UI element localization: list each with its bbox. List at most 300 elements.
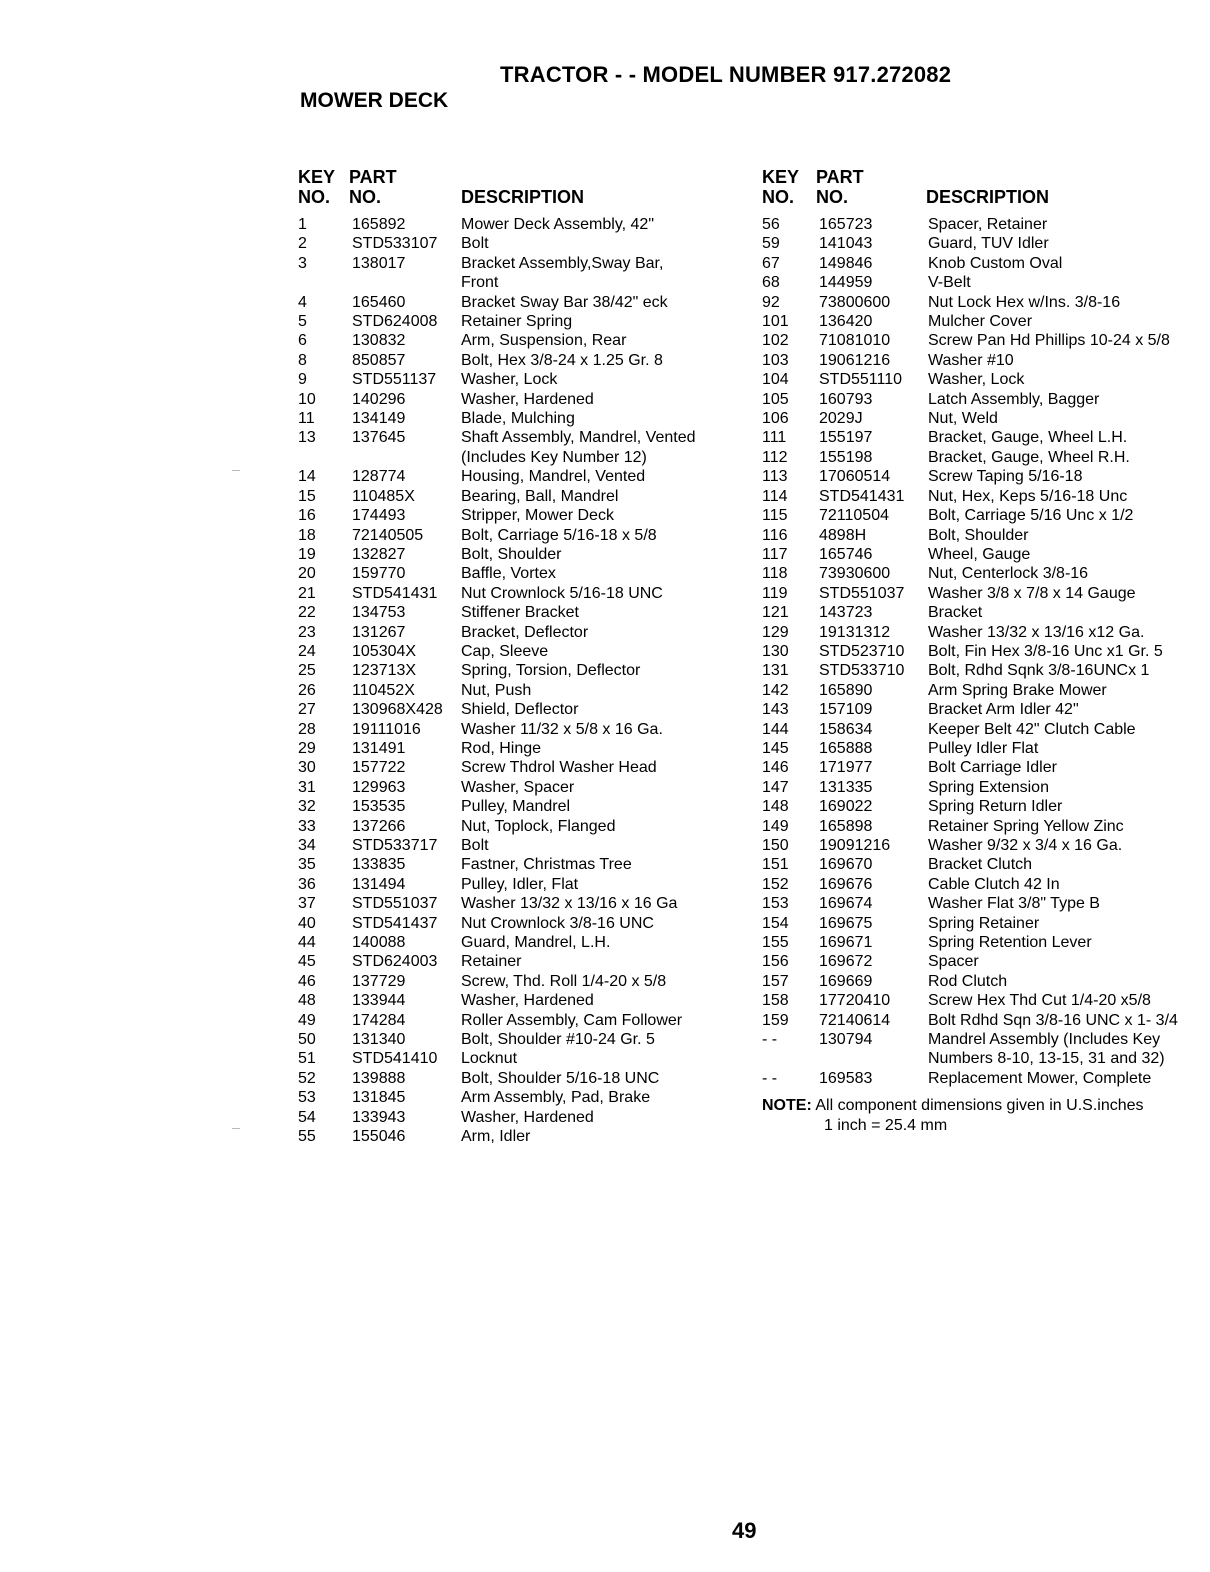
parts-list-left	[298, 167, 748, 1147]
key-number: 103	[762, 351, 789, 369]
key-number: 40	[298, 914, 316, 932]
note	[762, 1096, 1208, 1136]
part-number: 19131312	[819, 623, 891, 641]
table-row	[298, 817, 748, 836]
part-description: Nut Lock Hex w/Ins. 3/8-16	[928, 293, 1121, 311]
table-row	[298, 1011, 748, 1030]
part-description: Bolt Carriage Idler	[928, 759, 1057, 777]
part-description: Bolt, Shoulder 5/16-18 UNC	[461, 1069, 660, 1087]
table-row	[762, 428, 1208, 447]
part-description: Mulcher Cover	[928, 313, 1033, 331]
table-row	[762, 894, 1208, 913]
key-number: 67	[762, 254, 780, 272]
part-number: 157722	[352, 759, 406, 777]
part-number: 72140614	[819, 1011, 891, 1029]
key-number: 33	[298, 817, 316, 835]
part-description: Wheel, Gauge	[928, 545, 1031, 563]
table-row	[762, 351, 1208, 370]
part-number: 157109	[819, 701, 873, 719]
table-row	[298, 603, 748, 622]
table-row	[762, 312, 1208, 331]
part-number: 17720410	[819, 992, 891, 1010]
part-number	[352, 448, 461, 467]
part-number: 139888	[352, 1069, 406, 1087]
part-header-line2: NO.	[816, 187, 849, 207]
table-row	[298, 933, 748, 952]
table-row	[298, 739, 748, 758]
table-row	[298, 797, 748, 816]
part-number: 169670	[819, 856, 873, 874]
part-description: Nut Crownlock 5/16-18 UNC	[461, 584, 663, 602]
table-row	[298, 506, 748, 525]
part-description: Replacement Mower, Complete	[928, 1069, 1152, 1087]
table-row	[298, 1127, 748, 1146]
key-number: 20	[298, 565, 316, 583]
part-number: 128774	[352, 468, 406, 486]
part-description: Pulley, Idler, Flat	[461, 875, 579, 893]
table-row	[762, 720, 1208, 739]
table-row	[298, 409, 748, 428]
table-row	[762, 234, 1208, 253]
key-number: 28	[298, 720, 316, 738]
part-number: 169675	[819, 914, 873, 932]
part-number: 19061216	[819, 351, 891, 369]
part-number: 165898	[819, 817, 873, 835]
table-row	[762, 1049, 1208, 1068]
parts-list-right	[762, 167, 1208, 1136]
table-row	[298, 836, 748, 855]
page-title: TRACTOR - - MODEL NUMBER 917.272082	[500, 62, 952, 87]
table-row	[298, 1049, 748, 1068]
part-description: Nut, Push	[461, 681, 532, 699]
key-number: 159	[762, 1011, 789, 1029]
part-description: Guard, TUV Idler	[928, 235, 1049, 253]
part-number: STD533717	[352, 837, 438, 854]
part-description: Arm, Suspension, Rear	[461, 332, 627, 350]
description-header: DESCRIPTION	[461, 187, 585, 207]
part-description: Screw Taping 5/16-18	[928, 468, 1083, 486]
part-number: 4898H	[819, 526, 867, 544]
part-number: 123713X	[352, 662, 417, 680]
note-line2: 1 inch = 25.4 mm	[824, 1117, 948, 1135]
part-number: 169671	[819, 934, 873, 952]
key-number: 6	[298, 332, 307, 350]
table-row	[762, 855, 1208, 874]
table-row	[298, 215, 748, 234]
part-number: 19091216	[819, 837, 891, 854]
part-description: Washer Flat 3/8" Type B	[928, 895, 1100, 913]
table-row	[298, 370, 748, 389]
part-description: Shield, Deflector	[461, 701, 579, 719]
part-description: Bracket	[928, 604, 983, 622]
key-number: 154	[762, 914, 789, 932]
key-number: 114	[762, 487, 788, 505]
part-number: 133943	[352, 1108, 406, 1126]
part-description: Spring, Torsion, Deflector	[461, 662, 641, 680]
part-description: Numbers 8-10, 13-15, 31 and 32)	[928, 1050, 1165, 1068]
part-number: 155198	[819, 448, 873, 466]
key-number: 105	[762, 390, 789, 408]
part-number: 131340	[352, 1031, 406, 1049]
key-number: 102	[762, 332, 789, 350]
part-number: STD551037	[352, 895, 438, 913]
key-number: 130	[762, 642, 789, 660]
part-description: Bracket Arm Idler 42"	[928, 701, 1079, 719]
table-row	[762, 739, 1208, 758]
part-description: Spacer	[928, 953, 979, 971]
part-description: Bolt, Fin Hex 3/8-16 Unc x1 Gr. 5	[928, 642, 1163, 660]
key-number: 156	[762, 953, 789, 971]
table-row	[762, 661, 1208, 680]
key-number: 36	[298, 875, 316, 893]
part-description: Mandrel Assembly (Includes Key	[928, 1031, 1161, 1049]
key-number: 68	[762, 274, 780, 292]
part-description: Nut, Toplock, Flanged	[461, 817, 616, 835]
table-row	[298, 428, 748, 447]
table-row	[762, 991, 1208, 1010]
key-number: 153	[762, 895, 789, 913]
parts-rows-right	[762, 215, 1208, 1088]
part-description: V-Belt	[928, 274, 971, 292]
part-description: Mower Deck Assembly, 42"	[461, 216, 654, 233]
table-row	[762, 370, 1208, 389]
part-number: 165723	[819, 216, 873, 233]
part-description: Nut, Centerlock 3/8-16	[928, 565, 1089, 583]
key-number: 45	[298, 953, 316, 971]
part-description: Locknut	[461, 1050, 518, 1068]
key-number: 157	[762, 972, 789, 990]
key-number: 4	[298, 293, 307, 311]
part-number: 169674	[819, 895, 873, 913]
table-row	[298, 526, 748, 545]
description-header: DESCRIPTION	[926, 187, 1050, 207]
part-number: 71081010	[819, 332, 891, 350]
table-header	[298, 167, 748, 215]
key-number: 16	[298, 507, 316, 525]
key-number: 3	[298, 254, 307, 272]
table-row	[298, 875, 748, 894]
key-number: 155	[762, 934, 789, 952]
key-header-line1: KEY	[762, 167, 800, 187]
part-number: 141043	[819, 235, 873, 253]
key-number: 14	[298, 468, 316, 486]
part-number: 72110504	[819, 507, 889, 525]
part-description: Bracket Clutch	[928, 856, 1033, 874]
part-number: 17060514	[819, 468, 891, 486]
part-number: 105304X	[352, 642, 417, 660]
key-number: 112	[762, 448, 788, 466]
part-description: Nut, Hex, Keps 5/16-18 Unc	[928, 487, 1128, 505]
part-number: STD541431	[352, 584, 438, 602]
part-number: 169672	[819, 953, 873, 971]
key-header-line2: NO.	[762, 187, 795, 207]
table-row	[762, 623, 1208, 642]
part-number: 140296	[352, 390, 406, 408]
key-number: 37	[298, 895, 316, 913]
part-number: STD624008	[352, 313, 438, 331]
table-row	[298, 1108, 748, 1127]
key-number: 27	[298, 701, 316, 719]
key-number: 146	[762, 759, 789, 777]
table-row	[762, 952, 1208, 971]
table-row	[762, 564, 1208, 583]
key-number: 19	[298, 545, 316, 563]
part-number: 169669	[819, 972, 873, 990]
scan-edge-mark	[232, 470, 240, 471]
table-row	[298, 390, 748, 409]
table-row	[298, 273, 748, 292]
table-row	[298, 972, 748, 991]
part-number: 137266	[352, 817, 406, 835]
part-description: Arm, Idler	[461, 1128, 531, 1146]
part-description: Nut Crownlock 3/8-16 UNC	[461, 914, 654, 932]
key-number: 21	[298, 584, 316, 602]
note-label: NOTE:	[762, 1097, 812, 1115]
key-number: 25	[298, 662, 316, 680]
parts-rows-left	[298, 215, 748, 1147]
key-number: 18	[298, 526, 316, 544]
key-number: 142	[762, 681, 789, 699]
part-description: Housing, Mandrel, Vented	[461, 468, 646, 486]
part-number: 165892	[352, 216, 406, 233]
key-number: 50	[298, 1031, 316, 1049]
key-number: 13	[298, 429, 316, 447]
part-number: 131845	[352, 1089, 406, 1107]
part-number: 131494	[352, 875, 406, 893]
part-number: 165746	[819, 545, 873, 563]
part-header-line1: PART	[816, 167, 864, 187]
part-number: 165460	[352, 293, 406, 311]
key-number: 131	[762, 662, 789, 680]
key-number: 147	[762, 778, 789, 796]
table-row	[298, 234, 748, 253]
table-row	[298, 564, 748, 583]
page-number: 49	[732, 1518, 757, 1543]
key-number: 92	[762, 293, 780, 311]
key-number: 54	[298, 1108, 316, 1126]
key-number: 10	[298, 390, 316, 408]
part-number: STD541431	[819, 487, 905, 505]
key-number: 49	[298, 1011, 316, 1029]
part-description: Bracket, Gauge, Wheel R.H.	[928, 448, 1130, 466]
table-row	[762, 681, 1208, 700]
part-description: Cable Clutch 42 In	[928, 875, 1060, 893]
part-description: Front	[461, 274, 499, 292]
table-row	[762, 293, 1208, 312]
table-row	[298, 642, 748, 661]
part-description: Spring Retention Lever	[928, 934, 1092, 952]
part-description: Spacer, Retainer	[928, 216, 1048, 233]
part-description: Washer, Hardened	[461, 390, 594, 408]
table-row	[298, 584, 748, 603]
key-number: 158	[762, 992, 789, 1010]
table-row	[762, 836, 1208, 855]
part-number: 850857	[352, 351, 406, 369]
table-row	[298, 700, 748, 719]
part-description: Cap, Sleeve	[461, 642, 549, 660]
note-text: All component dimensions given in U.S.inches	[815, 1097, 1144, 1115]
table-row	[762, 933, 1208, 952]
part-number: 159770	[352, 565, 406, 583]
part-number: STD551137	[352, 371, 437, 389]
table-row	[298, 487, 748, 506]
part-number: 149846	[819, 254, 873, 272]
table-row	[298, 914, 748, 933]
table-row	[762, 390, 1208, 409]
part-description: Screw, Thd. Roll 1/4-20 x 5/8	[461, 972, 667, 990]
key-number: - -	[762, 1031, 778, 1049]
part-number: STD624003	[352, 953, 438, 971]
part-description: Bolt, Shoulder	[928, 526, 1029, 544]
part-description: Arm Assembly, Pad, Brake	[461, 1089, 651, 1107]
key-number: 143	[762, 701, 789, 719]
key-number: 48	[298, 992, 316, 1010]
table-row	[298, 991, 748, 1010]
key-number: 104	[762, 371, 789, 389]
part-number: 110485X	[352, 487, 415, 505]
part-description: Washer #10	[928, 351, 1014, 369]
part-number: 169022	[819, 798, 873, 816]
key-number: 145	[762, 739, 789, 757]
key-number: 22	[298, 604, 316, 622]
part-description: (Includes Key Number 12)	[461, 448, 647, 466]
part-description: Blade, Mulching	[461, 410, 575, 428]
key-number: 31	[298, 778, 316, 796]
key-number: 15	[298, 487, 316, 505]
key-number	[762, 1049, 819, 1068]
table-row	[762, 409, 1208, 428]
part-number: 143723	[819, 604, 873, 622]
table-row	[762, 526, 1208, 545]
key-number: 29	[298, 739, 316, 757]
part-number: 129963	[352, 778, 406, 796]
key-number: 23	[298, 623, 316, 641]
key-number: - -	[762, 1069, 778, 1087]
part-description: Knob Custom Oval	[928, 254, 1063, 272]
part-number: 174284	[352, 1011, 406, 1029]
part-description: Bracket, Gauge, Wheel L.H.	[928, 429, 1128, 447]
table-header	[762, 167, 1208, 215]
key-number: 52	[298, 1069, 316, 1087]
key-number: 129	[762, 623, 789, 641]
part-number: 169583	[819, 1069, 873, 1087]
part-description: Spring Extension	[928, 778, 1049, 796]
part-number: STD523710	[819, 642, 905, 660]
key-number: 151	[762, 856, 789, 874]
key-number	[298, 448, 352, 467]
table-row	[298, 254, 748, 273]
key-number: 53	[298, 1089, 316, 1107]
part-description: Nut, Weld	[928, 410, 998, 428]
part-description: Bracket, Deflector	[461, 623, 589, 641]
part-description: Retainer Spring Yellow Zinc	[928, 817, 1124, 835]
key-number: 24	[298, 642, 316, 660]
part-number: STD541410	[352, 1050, 438, 1068]
part-description: Baffle, Vortex	[461, 565, 556, 583]
table-row	[762, 1011, 1208, 1030]
key-header-line2: NO.	[298, 187, 331, 207]
key-number: 117	[762, 545, 788, 563]
part-description: Washer, Lock	[461, 371, 558, 389]
part-number: 2029J	[819, 410, 863, 428]
table-row	[762, 254, 1208, 273]
part-number: 140088	[352, 934, 406, 952]
part-description: Spring Retainer	[928, 914, 1040, 932]
part-description: Keeper Belt 42" Clutch Cable	[928, 720, 1136, 738]
table-row	[298, 758, 748, 777]
part-description: Guard, Mandrel, L.H.	[461, 934, 611, 952]
part-number: 131491	[352, 739, 406, 757]
key-number: 26	[298, 681, 316, 699]
key-number: 121	[762, 604, 789, 622]
table-row	[298, 681, 748, 700]
key-number: 46	[298, 972, 316, 990]
key-header-line1: KEY	[298, 167, 336, 187]
part-description: Fastner, Christmas Tree	[461, 856, 632, 874]
part-description: Bracket Assembly,Sway Bar,	[461, 254, 664, 272]
part-number: 169676	[819, 875, 873, 893]
table-row	[298, 312, 748, 331]
part-description: Rod Clutch	[928, 972, 1008, 990]
part-number: STD533710	[819, 662, 905, 680]
key-number: 51	[298, 1050, 316, 1068]
part-description: Bolt, Shoulder	[461, 545, 562, 563]
part-description: Washer 3/8 x 7/8 x 14 Gauge	[928, 584, 1136, 602]
part-description: Washer, Hardened	[461, 1108, 594, 1126]
part-number: 110452X	[352, 681, 415, 699]
table-row	[762, 778, 1208, 797]
note-line1	[762, 1096, 1208, 1116]
part-description: Retainer	[461, 953, 522, 971]
table-row	[298, 331, 748, 350]
table-row	[762, 545, 1208, 564]
part-number: STD551037	[819, 584, 905, 602]
part-description: Bolt, Rdhd Sqnk 3/8-16UNCx 1	[928, 662, 1150, 680]
part-number: 72140505	[352, 526, 424, 544]
key-number: 149	[762, 817, 789, 835]
part-description: Bolt	[461, 235, 489, 253]
part-number: 137645	[352, 429, 406, 447]
table-row	[762, 603, 1208, 622]
key-number: 101	[762, 313, 789, 331]
table-row	[298, 1069, 748, 1088]
table-row	[762, 584, 1208, 603]
part-number	[352, 273, 461, 292]
part-description: Shaft Assembly, Mandrel, Vented	[461, 429, 696, 447]
table-row	[298, 1030, 748, 1049]
part-number: 171977	[819, 759, 873, 777]
key-number: 56	[762, 216, 780, 233]
key-number: 1	[298, 216, 307, 233]
table-row	[762, 914, 1208, 933]
part-description: Spring Return Idler	[928, 798, 1063, 816]
part-number: 155197	[819, 429, 873, 447]
part-description: Bolt, Carriage 5/16 Unc x 1/2	[928, 507, 1134, 525]
key-number: 9	[298, 371, 307, 389]
table-row	[298, 293, 748, 312]
part-number: STD541437	[352, 914, 438, 932]
table-row	[298, 778, 748, 797]
part-number: 133944	[352, 992, 406, 1010]
part-description: Bolt, Carriage 5/16-18 x 5/8	[461, 526, 657, 544]
part-number	[819, 1049, 928, 1068]
part-number: 133835	[352, 856, 406, 874]
key-number: 116	[762, 526, 788, 544]
part-number: 153535	[352, 798, 406, 816]
part-number: 136420	[819, 313, 873, 331]
table-row	[762, 797, 1208, 816]
table-row	[762, 642, 1208, 661]
